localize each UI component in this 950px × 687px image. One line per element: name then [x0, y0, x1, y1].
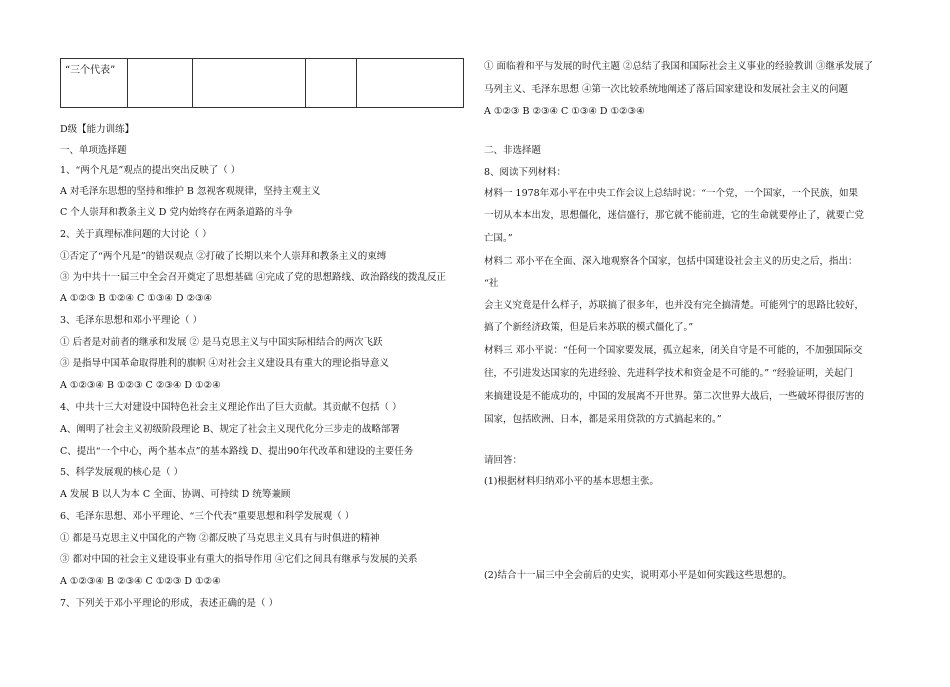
summary-table	[60, 58, 464, 108]
option-line: ① 后者是对前者的继承和发展 ② 是马克思主义与中国实际相结合的两次飞跃	[60, 337, 383, 348]
material-text: 一切从本本出发，思想僵化，迷信盛行，那它就不能前进，它的生命就要停止了，就要亡党	[484, 210, 865, 221]
question-text: (2)结合十一届三中全会前后的史实，说明邓小平是如何实践这些思想的。	[484, 570, 792, 581]
table-row	[61, 59, 464, 108]
option-line: C 个人崇拜和教条主义 D 党内始终存在两条道路的斗争	[60, 207, 293, 218]
option-line: 马列主义、毛泽东思想 ④第一次比较系统地阐述了落后国家建设和发展社会主义的问题	[484, 84, 849, 95]
option-line: A、阐明了社会主义初级阶段理论 B、规定了社会主义现代化分三步走的战略部署	[60, 424, 400, 435]
material-text: 会主义究竟是什么样子，苏联搞了很多年，也并没有完全搞清楚。可能列宁的思路比较好，	[484, 300, 865, 311]
answer-choices: A ①②③ B ②③④ C ①③④ D ①②③④	[484, 106, 645, 117]
question-text: 1、“两个凡是”观点的提出突出反映了（ ）	[60, 165, 241, 176]
table-cell	[357, 59, 464, 108]
material-text: 材料二 邓小平在全面、深入地观察各个国家，包括中国建设社会主义的历史之后，指出：	[484, 256, 858, 267]
section-heading: 一、单项选择题	[60, 145, 127, 156]
material-text: 亡国。”	[484, 233, 513, 244]
question-text: 5、科学发展观的核心是（ ）	[60, 467, 184, 478]
material-text: 材料一 1978年邓小平在中央工作会议上总结时说：“一个党，一个国家，一个民族，如果	[484, 188, 859, 199]
table-cell: “三个代表”	[61, 59, 128, 108]
answer-choices: A ①②③ B ①②④ C ①③④ D ②③④	[60, 293, 213, 304]
option-line: ①否定了“两个凡是”的错误观点 ②打破了长期以来个人崇拜和教条主义的束缚	[60, 251, 387, 262]
question-text: 7、下列关于邓小平理论的形成，表述正确的是（ ）	[60, 598, 279, 609]
section-heading: D级【能力训练】	[60, 124, 135, 135]
option-line: A 对毛泽东思想的坚持和维护 B 忽视客观规律，坚持主观主义	[60, 186, 321, 197]
question-text: 2、关于真理标准问题的大讨论（ ）	[60, 229, 212, 240]
option-line: ③ 为中共十一届三中全会召开奠定了思想基础 ④完成了党的思想路线、政治路线的拨乱反正	[60, 272, 447, 283]
prompt-text: 请回答：	[484, 455, 523, 466]
table-cell	[306, 59, 357, 108]
material-text: 材料三 邓小平说：“任何一个国家要发展，孤立起来，闭关自守是不可能的，不加强国际交	[484, 345, 863, 356]
material-text: 来搞建设是不能成功的，中国的发展离不开世界。第二次世界大战后，一些破坏得很厉害的	[484, 391, 865, 402]
question-text: (1)根据材料归纳邓小平的基本思想主张。	[484, 476, 659, 487]
material-text: 国家，包括欧洲、日本，都是采用贷款的方式搞起来的。”	[484, 414, 722, 425]
section-heading: 二、非选择题	[484, 145, 542, 156]
option-line: C、提出“一个中心，两个基本点”的基本路线 D、提出90年代改革和建设的主要任务	[60, 446, 414, 457]
answer-choices: A ①②③④ B ②③④ C ①②③ D ①②④	[60, 576, 221, 587]
table-cell	[193, 59, 306, 108]
table-cell	[128, 59, 193, 108]
question-text: 4、中共十三大对建设中国特色社会主义理论作出了巨大贡献。其贡献不包括（ ）	[60, 402, 402, 413]
material-text: 搞了个新经济政策，但是后来苏联的模式僵化了。”	[484, 322, 694, 333]
answer-choices: A 发展 B 以人为本 C 全面、协调、可持续 D 统筹兼顾	[60, 489, 291, 500]
option-line: ③ 是指导中国革命取得胜利的旗帜 ④对社会主义建设具有重大的理论指导意义	[60, 358, 390, 369]
option-line: ① 都是马克思主义中国化的产物 ②都反映了马克思主义具有与时俱进的精神	[60, 533, 380, 544]
option-line: ① 面临着和平与发展的时代主题 ②总结了我国和国际社会主义事业的经验教训 ③继承发展了	[484, 61, 874, 72]
question-text: 6、毛泽东思想、邓小平理论、“三个代表”重要思想和科学发展观（ ）	[60, 511, 355, 522]
question-text: 3、毛泽东思想和邓小平理论（ ）	[60, 315, 203, 326]
material-text: 往，不引进发达国家的先进经验、先进科学技术和资金是不可能的。” “经验证明，关起门	[484, 368, 853, 379]
material-text: “社	[484, 278, 499, 289]
answer-choices: A ①②③④ B ①②③ C ②③④ D ①②④	[60, 380, 221, 391]
option-line: ③ 都对中国的社会主义建设事业有重大的指导作用 ④它们之间具有继承与发展的关系	[60, 554, 418, 565]
question-text: 8、阅读下列材料：	[484, 167, 567, 178]
